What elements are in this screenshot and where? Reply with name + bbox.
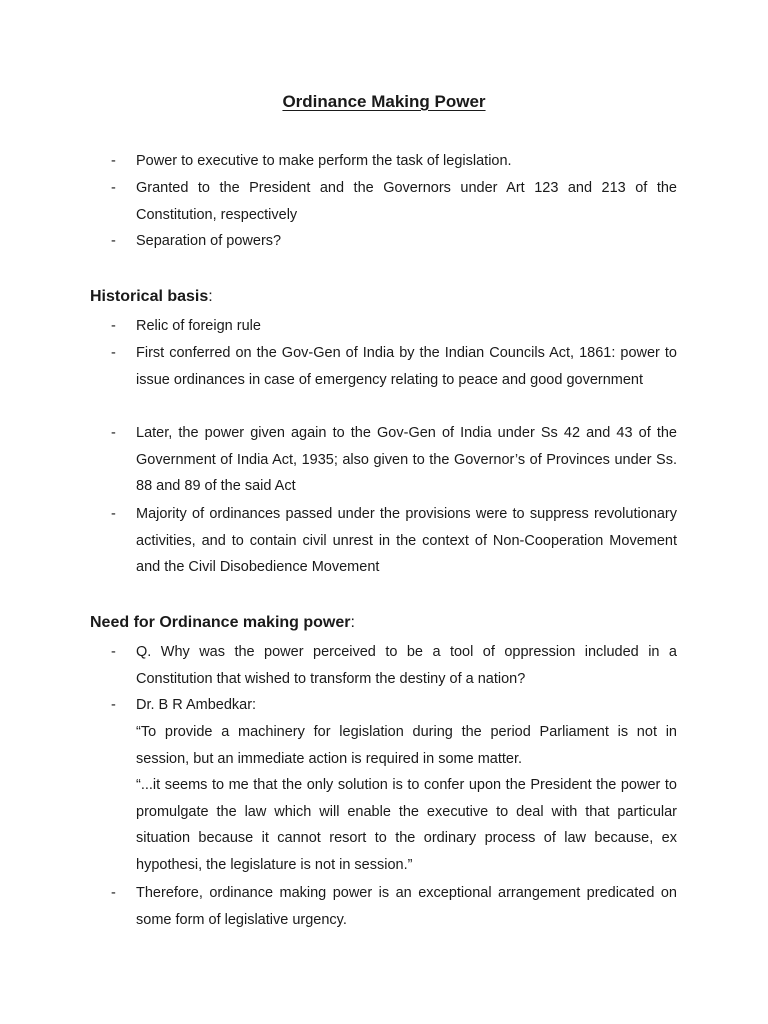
- page-title: Ordinance Making Power: [282, 92, 486, 111]
- bullet-dash: -: [111, 345, 116, 361]
- bullet-dash: -: [111, 318, 116, 334]
- section-heading-need: [90, 614, 355, 632]
- section-heading-historical: [90, 288, 213, 306]
- bullet-dash: -: [111, 644, 116, 660]
- list-item-text: Power to executive to make perform the task of legislation.: [136, 153, 512, 169]
- list-item-text: Later, the power given again to the Gov-Gen of India under Ss 42 and 43 of the Government of India Act, 1935; also given to the Governor’s of Provinces under Ss. 88 and 89 of the said Act: [136, 425, 677, 495]
- list-item-text: Majority of ordinances passed under the provisions were to suppress revolutionary activities, and to contain civil unrest in the context of Non-Cooperation Movement and the Civil Disobedience Movement: [136, 506, 677, 576]
- list-item-text: First conferred on the Gov-Gen of India by the Indian Councils Act, 1861: power to issue ordinances in case of emergency relating to peace and good government: [136, 345, 677, 388]
- bullet-dash: -: [111, 885, 116, 901]
- list-item-text: Granted to the President and the Governors under Art 123 and 213 of the Constitution, respectively: [136, 180, 677, 223]
- quote-text: “To provide a machinery for legislation during the period Parliament is not in session, but an immediate action is required in some matter.: [136, 724, 677, 767]
- heading-colon: :: [350, 614, 355, 631]
- list-item-text: Dr. B R Ambedkar:: [136, 697, 257, 713]
- bullet-dash: -: [111, 425, 116, 441]
- bullet-dash: -: [111, 153, 116, 169]
- bullet-dash: -: [111, 697, 116, 713]
- list-item-text: Separation of powers?: [136, 233, 282, 249]
- quote-text: “...it seems to me that the only solution is to confer upon the President the power to promulgate the law which will enable the executive to deal with that particular situation because it cannot resort to the ordinary process of law because, ex hypothesi, the legislature is not in session.”: [136, 777, 677, 874]
- heading-colon: :: [208, 288, 213, 305]
- bullet-dash: -: [111, 506, 116, 522]
- list-item-text: Therefore, ordinance making power is an exceptional arrangement predicated on some form of legislative urgency.: [136, 885, 677, 928]
- list-item-text: Relic of foreign rule: [136, 318, 261, 334]
- bullet-dash: -: [111, 233, 116, 249]
- section-heading-text: Historical basis: [90, 288, 209, 305]
- list-item-text: Q. Why was the power perceived to be a tool of oppression included in a Constitution that wished to transform the destiny of a nation?: [136, 644, 677, 687]
- section-heading-text: Need for Ordinance making power: [90, 614, 351, 631]
- bullet-dash: -: [111, 180, 116, 196]
